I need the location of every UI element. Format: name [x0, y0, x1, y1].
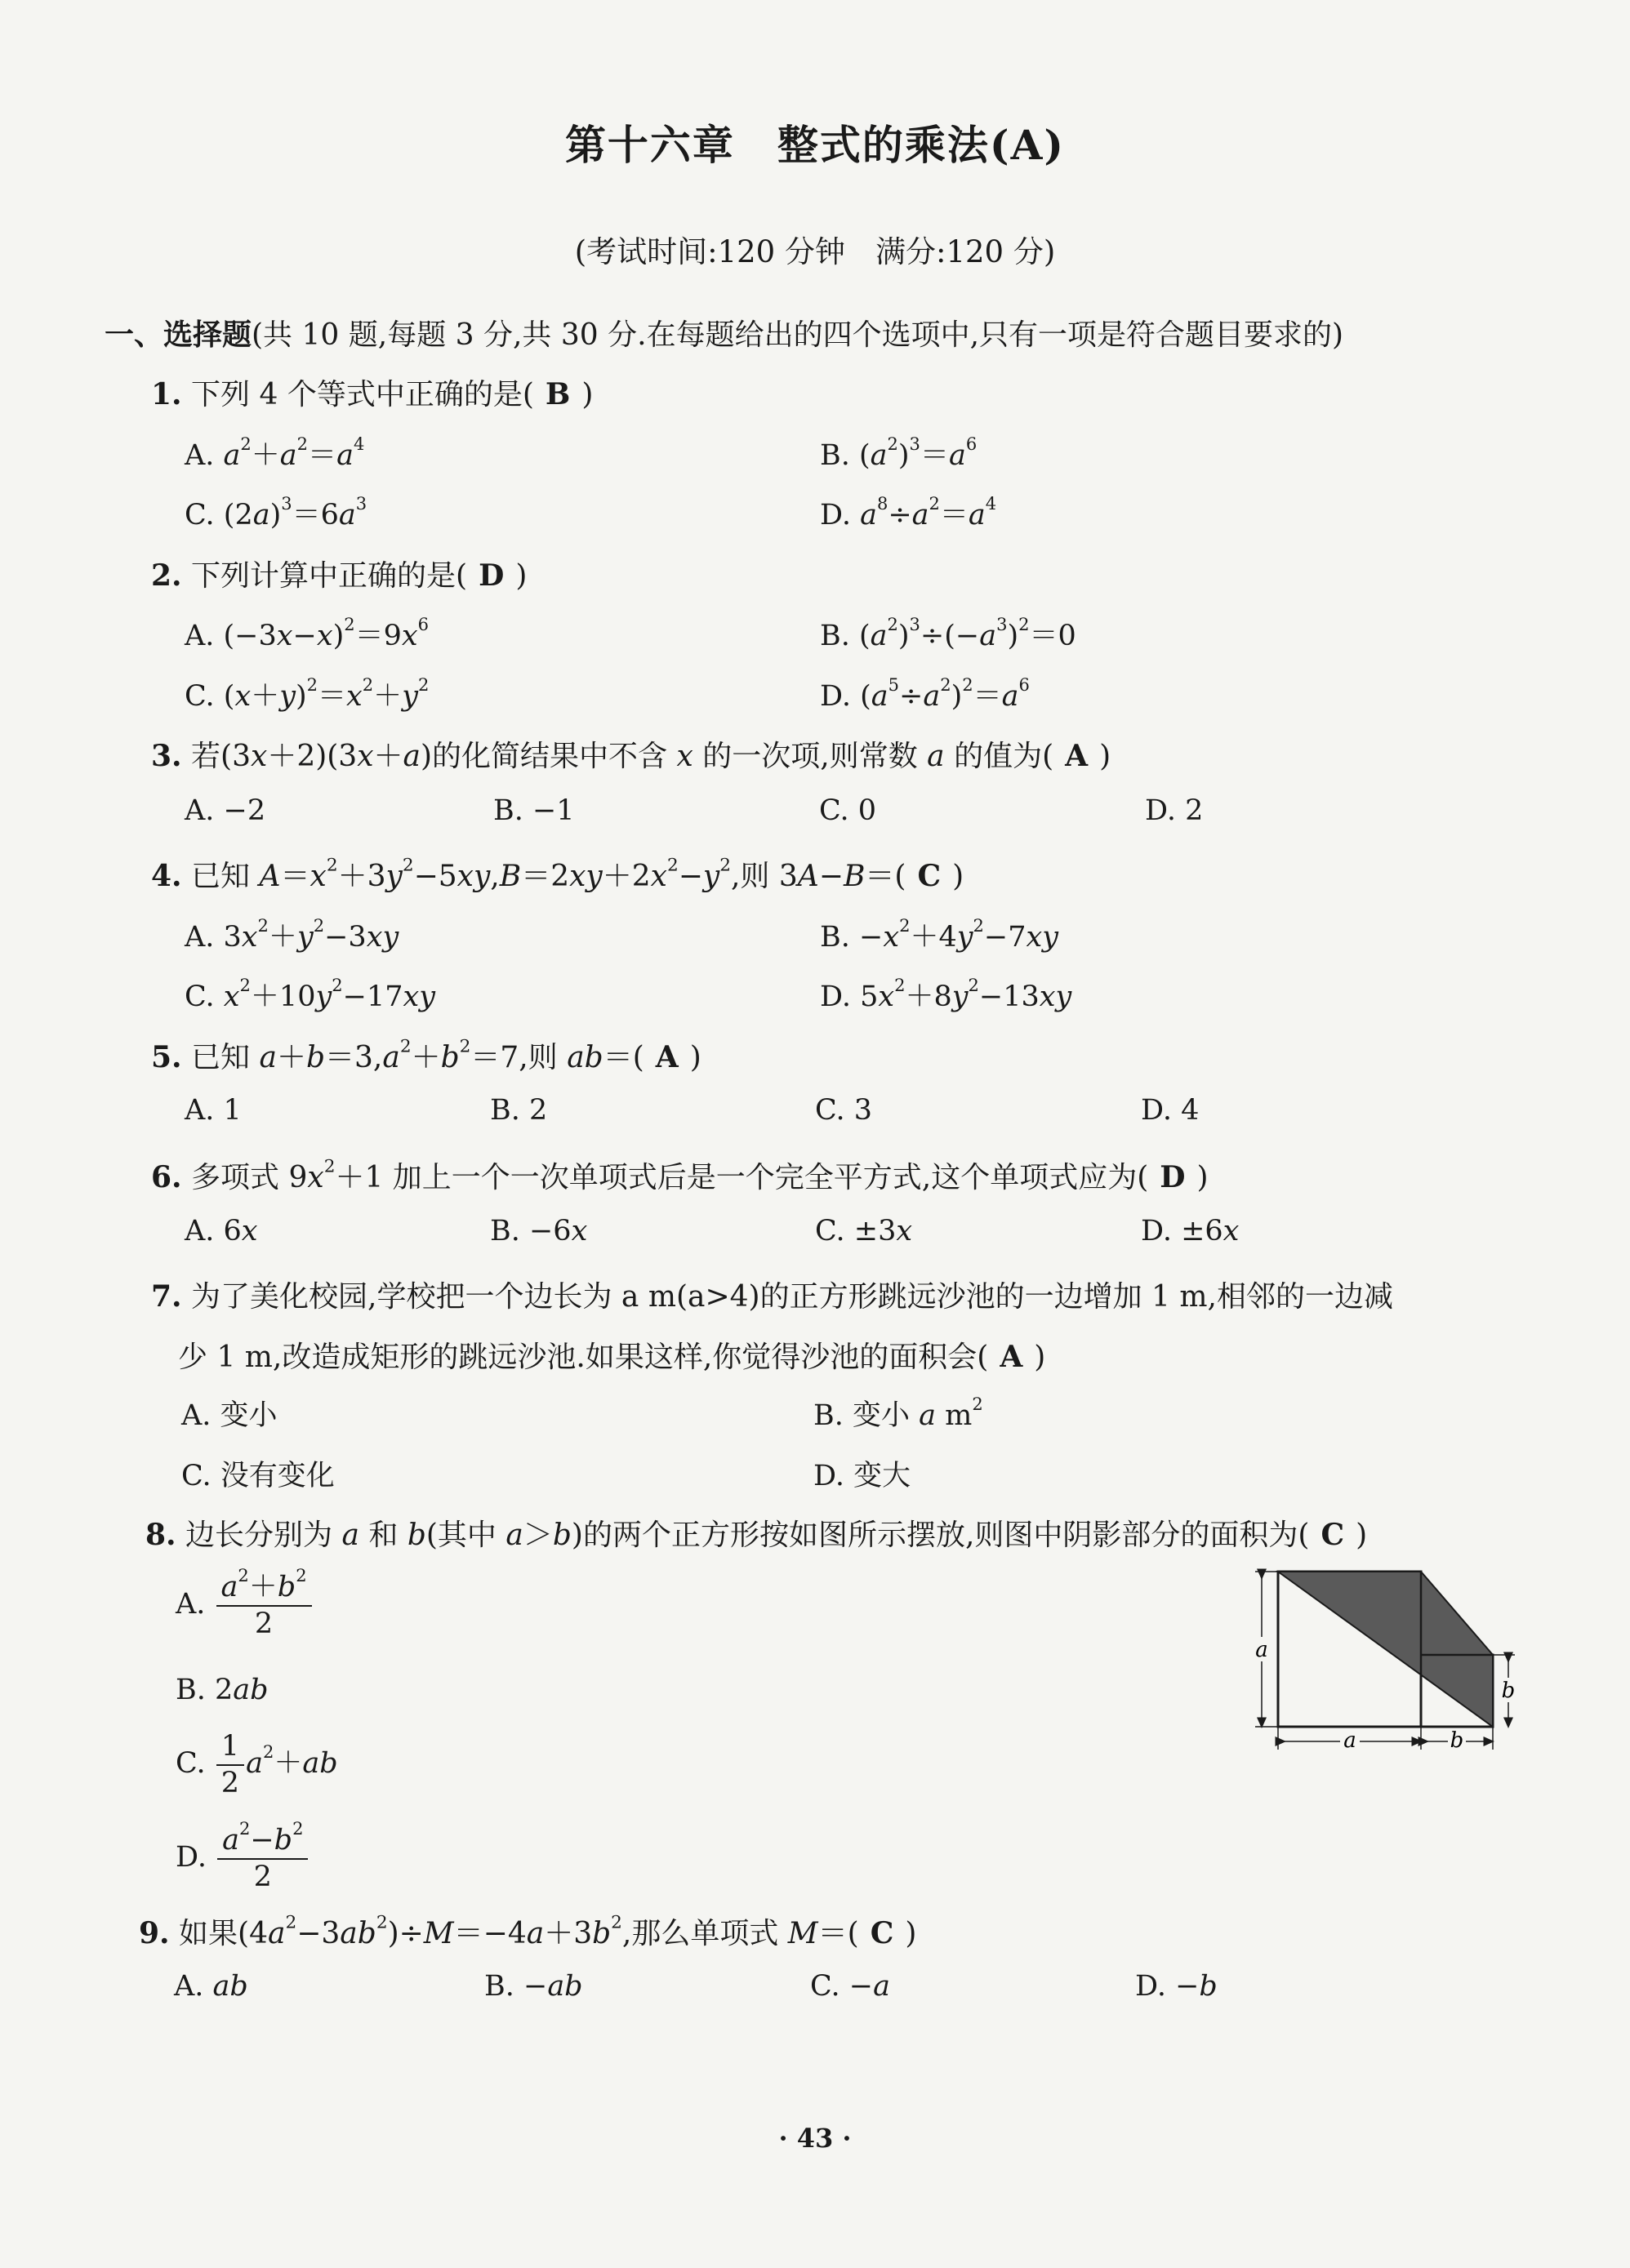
question-5: 5. 已知 $a+b=3,a^2+b^2=7$,则 ab＝( A )	[151, 1036, 701, 1074]
page-title: 第十六章 整式的乘法(A)	[564, 121, 1066, 169]
option-1d: D. $a^8\div a^2=a^4$	[820, 494, 997, 531]
option-8c: C. $\frac{1}{2}$ $a^2+ab$	[176, 1730, 338, 1799]
label-a-bottom: a	[1343, 1728, 1356, 1751]
question-stem: 下列 4 个等式中正确的是(	[191, 378, 534, 411]
two-squares-figure	[1245, 1563, 1527, 1751]
question-stem: 下列计算中正确的是(	[191, 559, 468, 593]
answer: A	[1000, 1340, 1023, 1374]
question-8: 8. 边长分别为 a 和 b(其中 a＞b)的两个正方形按如图所示摆放,则图中阴影部分的面积为( C )	[145, 1518, 1368, 1552]
option-5b: B. 2	[490, 1094, 548, 1127]
option-3b: B. −1	[493, 794, 575, 827]
option-9b: B. −ab	[484, 1970, 583, 2003]
option-1a: A. $a^2+a^2=a^4$	[185, 434, 365, 472]
answer: C	[870, 1916, 894, 1950]
option-8a: A. $\frac{a^2+b^2}{2}$	[176, 1572, 314, 1639]
section-heading	[105, 312, 1343, 354]
option-1c: C. $(2a)^3=6a^3$	[185, 494, 367, 531]
question-7: 7. 为了美化校园,学校把一个边长为 a m(a>4)的正方形跳远沙池的一边增加 1 m,相邻的一边减	[151, 1279, 1393, 1314]
section-description: (共 10 题,每题 3 分,共 30 分.在每题给出的四个选项中,只有一项是符合题目要求的)	[252, 318, 1344, 352]
question-2: 2. 下列计算中正确的是( D )	[151, 558, 528, 593]
option-9d: D. −b	[1135, 1970, 1218, 2003]
option-1b: B. $(a^2)^3=a^6$	[820, 434, 978, 472]
option-6c: C. ±3x	[815, 1215, 913, 1247]
option-8d: D. $\frac{a^2-b^2}{2}$	[176, 1825, 310, 1892]
option-9c: C. −a	[810, 1970, 890, 2003]
answer: D	[1160, 1160, 1186, 1194]
question-9: 9. 如果$(4a^2-3ab^2)\div M=-4a+3b^2$,那么单项式 M＝( C )	[139, 1912, 917, 1950]
option-6b: B. −6x	[490, 1215, 588, 1247]
shaded-region	[1278, 1572, 1493, 1727]
option-5d: D. 4	[1141, 1094, 1200, 1127]
label-b-bottom: b	[1450, 1728, 1464, 1751]
option-7a: A. 变小	[181, 1399, 278, 1432]
option-5c: C. 3	[815, 1094, 873, 1127]
option-4c: C. $x^2+10y^2-17xy$	[185, 976, 436, 1013]
answer: D	[479, 558, 505, 593]
answer: C	[917, 859, 942, 893]
option-8b: B. 2ab	[176, 1674, 269, 1706]
answer: C	[1320, 1518, 1345, 1552]
option-3d: D. 2	[1145, 794, 1204, 827]
page-number: · 43 ·	[778, 2123, 852, 2154]
option-2a: A. $(-3x-x)^2=9x^6$	[185, 615, 430, 652]
option-7d: D. 变大	[813, 1460, 911, 1492]
label-b-right: b	[1501, 1679, 1516, 1703]
answer: B	[545, 377, 571, 411]
section-label: 一、选择题	[105, 318, 252, 352]
label-a-left: a	[1255, 1638, 1268, 1662]
answer: A	[655, 1040, 679, 1074]
option-9a: A. ab	[174, 1970, 248, 2003]
option-7c: C. 没有变化	[181, 1460, 335, 1492]
question-6: 6. 多项式 $9x^2+1$ 加上一个一次单项式后是一个完全平方式,这个单项式应为( D )	[151, 1156, 1209, 1194]
option-4a: A. $3x^2+y^2-3xy$	[185, 916, 399, 954]
option-5a: A. 1	[185, 1094, 242, 1127]
question-stem: 为了美化校园,学校把一个边长为 a m(a>4)的正方形跳远沙池的一边增加 1 m,相邻的一边减	[191, 1280, 1393, 1314]
option-3c: C. 0	[819, 794, 877, 827]
option-2d: D. $(a^5\div a^2)^2=a^6$	[820, 675, 1030, 713]
option-7b: B. 变小 a $m^2$	[813, 1394, 983, 1432]
option-4d: D. $5x^2+8y^2-13xy$	[820, 976, 1072, 1013]
question-7-cont: 少 1 m,改造成矩形的跳远沙池.如果这样,你觉得沙池的面积会( A )	[178, 1340, 1046, 1374]
option-3a: A. −2	[185, 794, 266, 827]
option-6a: A. 6x	[185, 1215, 258, 1247]
answer: A	[1065, 739, 1089, 773]
option-6d: D. ±6x	[1141, 1215, 1240, 1247]
option-4b: B. $-x^2+4y^2-7xy$	[820, 916, 1058, 954]
question-3: 3. 若(3x＋2)(3x＋a)的化简结果中不含 x 的一次项,则常数 a 的值为( A )	[151, 739, 1111, 773]
option-2b: B. $(a^2)^3\div(-a^3)^2=0$	[820, 615, 1076, 652]
exam-info: (考试时间:120 分钟 满分:120 分)	[574, 234, 1056, 269]
question-4: 4. 已知 $A=x^2+3y^2-5xy,B=2xy+2x^2-y^2$,则 3A−B＝( C )	[151, 855, 964, 893]
option-2c: C. $(x+y)^2=x^2+y^2$	[185, 675, 430, 713]
question-1: 1. 下列 4 个等式中正确的是( B )	[151, 377, 594, 411]
